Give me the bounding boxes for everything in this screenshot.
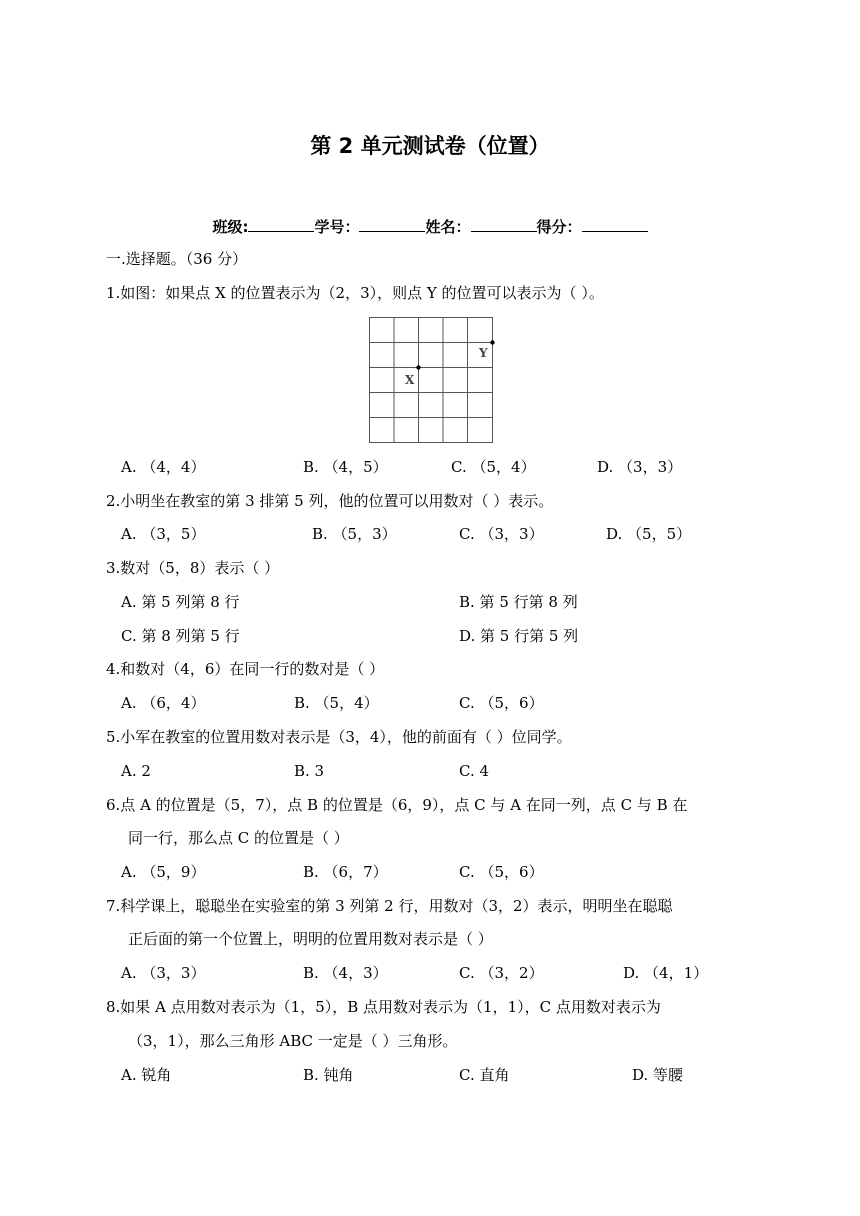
- q2-option-d[interactable]: D. （5，5）: [606, 525, 692, 543]
- q5-option-c[interactable]: C. 4: [459, 762, 490, 780]
- q6-option-c[interactable]: C. （5，6）: [459, 863, 544, 881]
- q6-option-a[interactable]: A. （5，9）: [121, 863, 206, 881]
- id-label: 学号：: [314, 218, 360, 236]
- q3-option-c[interactable]: C. 第 8 列第 5 行: [121, 627, 240, 645]
- question-8-text-line2: （3，1），那么三角形 ABC 一定是（ ）三角形。: [128, 1032, 458, 1050]
- question-7-text-line2: 正后面的第一个位置上，明明的位置用数对表示是（ ）: [128, 930, 493, 948]
- question-1-text: 1.如图：如果点 X 的位置表示为（2，3），则点 Y 的位置可以表示为（ ）。: [106, 284, 604, 302]
- point-y-dot: [490, 340, 494, 344]
- q2-option-a[interactable]: A. （3，5）: [121, 525, 206, 543]
- name-blank[interactable]: [471, 216, 537, 232]
- score-blank[interactable]: [582, 216, 648, 232]
- q3-option-b[interactable]: B. 第 5 行第 8 列: [459, 593, 578, 611]
- section-heading: 一.选择题。（36 分）: [106, 250, 248, 268]
- q4-option-b[interactable]: B. （5，4）: [294, 694, 379, 712]
- grid-lines: [370, 318, 493, 443]
- q1-option-d[interactable]: D. （3，3）: [597, 458, 683, 476]
- q1-option-c[interactable]: C. （5，4）: [451, 458, 536, 476]
- q4-option-a[interactable]: A. （6，4）: [121, 694, 206, 712]
- student-info-line: [0, 216, 860, 237]
- question-5-text: 5.小军在教室的位置用数对表示是（3，4），他的前面有（ ）位同学。: [106, 728, 572, 746]
- q3-option-a[interactable]: A. 第 5 列第 8 行: [121, 593, 240, 611]
- q6-option-b[interactable]: B. （6，7）: [303, 863, 388, 881]
- point-y-label: Y: [479, 346, 488, 360]
- coordinate-grid-figure: [369, 317, 495, 445]
- name-label: 姓名：: [425, 218, 471, 236]
- q3-option-d[interactable]: D. 第 5 行第 5 列: [459, 627, 579, 645]
- question-2-text: 2.小明坐在教室的第 3 排第 5 列，他的位置可以用数对（ ）表示。: [106, 492, 554, 510]
- id-blank[interactable]: [359, 216, 425, 232]
- q2-option-b[interactable]: B. （5，3）: [312, 525, 397, 543]
- class-label: 班级:: [212, 218, 249, 236]
- q7-option-b[interactable]: B. （4，3）: [303, 964, 388, 982]
- q8-option-b[interactable]: B. 钝角: [303, 1066, 354, 1084]
- class-blank[interactable]: [248, 216, 314, 232]
- q7-option-d[interactable]: D. （4，1）: [623, 964, 709, 982]
- question-4-text: 4.和数对（4，6）在同一行的数对是（ ）: [106, 660, 385, 678]
- point-x-dot: [416, 365, 420, 369]
- q7-option-c[interactable]: C. （3，2）: [459, 964, 544, 982]
- q5-option-b[interactable]: B. 3: [294, 762, 325, 780]
- point-x-label: X: [405, 373, 415, 387]
- q5-option-a[interactable]: A. 2: [121, 762, 151, 780]
- question-7-text-line1: 7.科学课上，聪聪坐在实验室的第 3 列第 2 行，用数对（3，2）表示，明明坐在聪聪: [106, 897, 673, 915]
- q8-option-a[interactable]: A. 锐角: [121, 1066, 172, 1084]
- q1-option-b[interactable]: B. （4，5）: [303, 458, 388, 476]
- question-6-text-line2: 同一行，那么点 C 的位置是（ ）: [128, 829, 349, 847]
- q1-option-a[interactable]: A. （4，4）: [121, 458, 206, 476]
- page-title: 第 2 单元测试卷（位置）: [310, 134, 550, 158]
- q4-option-c[interactable]: C. （5，6）: [459, 694, 544, 712]
- q2-option-c[interactable]: C. （3，3）: [459, 525, 544, 543]
- q7-option-a[interactable]: A. （3，3）: [121, 964, 206, 982]
- question-8-text-line1: 8.如果 A 点用数对表示为（1，5），B 点用数对表示为（1，1），C 点用数对表示为: [106, 998, 661, 1016]
- q8-option-c[interactable]: C. 直角: [459, 1066, 510, 1084]
- q8-option-d[interactable]: D. 等腰: [632, 1066, 684, 1084]
- score-label: 得分：: [536, 218, 582, 236]
- question-6-text-line1: 6.点 A 的位置是（5，7），点 B 的位置是（6，9），点 C 与 A 在同一列，点 C 与 B 在: [106, 796, 688, 814]
- question-3-text: 3.数对（5，8）表示（ ）: [106, 559, 280, 577]
